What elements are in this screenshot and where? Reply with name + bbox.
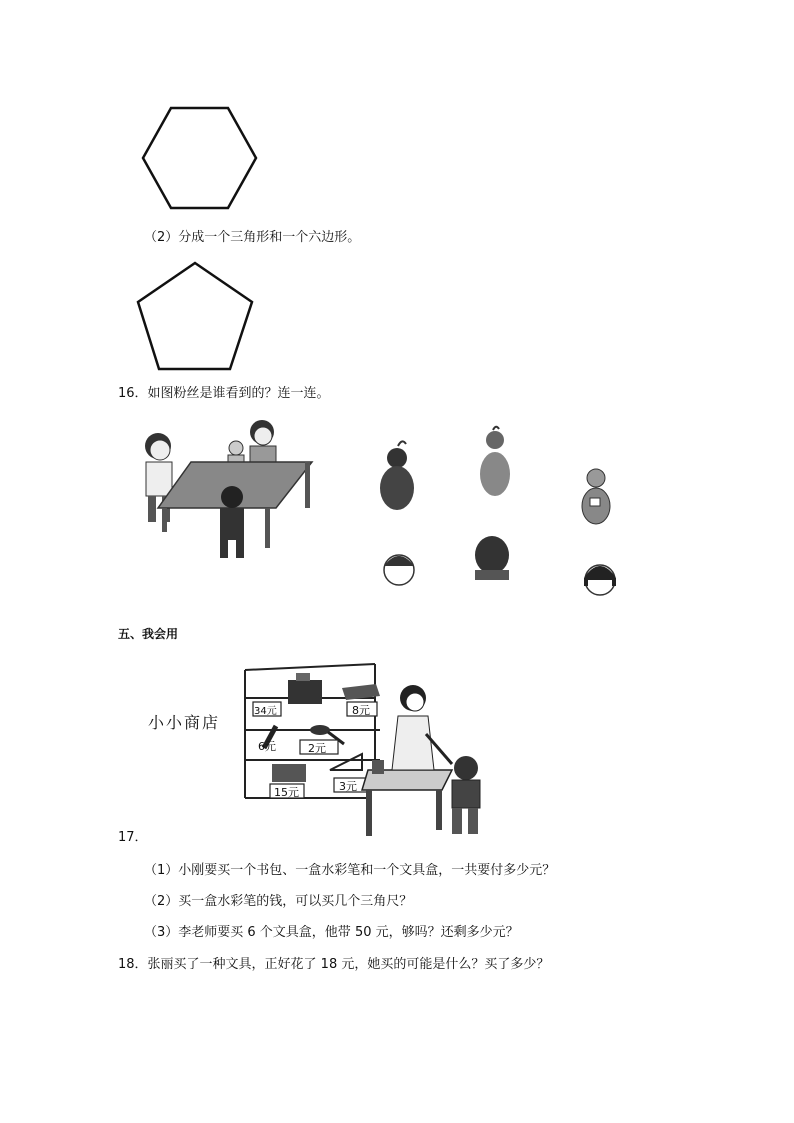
price-bag: 34元 <box>254 706 277 717</box>
q17-sub1: （1）小刚要买一个书包、一盒水彩笔和一个文具盒，一共要付多少元？ <box>144 863 556 878</box>
price-watercolor: 8元 <box>352 704 370 717</box>
price-knife: 2元 <box>308 742 326 755</box>
shop-title: 小小商店 <box>148 713 221 732</box>
section5-heading: 五、我会用 <box>118 627 179 641</box>
q17-sub2: （2）买一盒水彩笔的钱，可以买几个三角尺？ <box>144 894 413 909</box>
boy-customer-figure <box>452 756 480 834</box>
price-triangle: 3元 <box>339 780 357 793</box>
pencil-box-item <box>272 764 306 782</box>
q17-sub3: （3）李老师要买 6 个文具盒，他带 50 元，够吗？还剩多少元？ <box>144 925 519 940</box>
triangle-ruler-item <box>330 754 362 770</box>
price-pencilbox: 15元 <box>274 786 299 799</box>
q15-sub2-text: （2）分成一个三角形和一个六边形。 <box>144 230 361 245</box>
q17-number: 17． <box>118 830 148 845</box>
q18-prompt: 18．张丽买了一种文具，正好花了 18 元，她买的可能是什么？买了多少？ <box>118 957 550 972</box>
shop-counter <box>362 770 452 836</box>
q16-prompt: 16．如图粉丝是谁看到的？连一连。 <box>118 386 330 401</box>
teacher-figure <box>392 685 452 770</box>
price-pen: 6元 <box>258 740 276 753</box>
school-bag-item <box>288 673 322 704</box>
